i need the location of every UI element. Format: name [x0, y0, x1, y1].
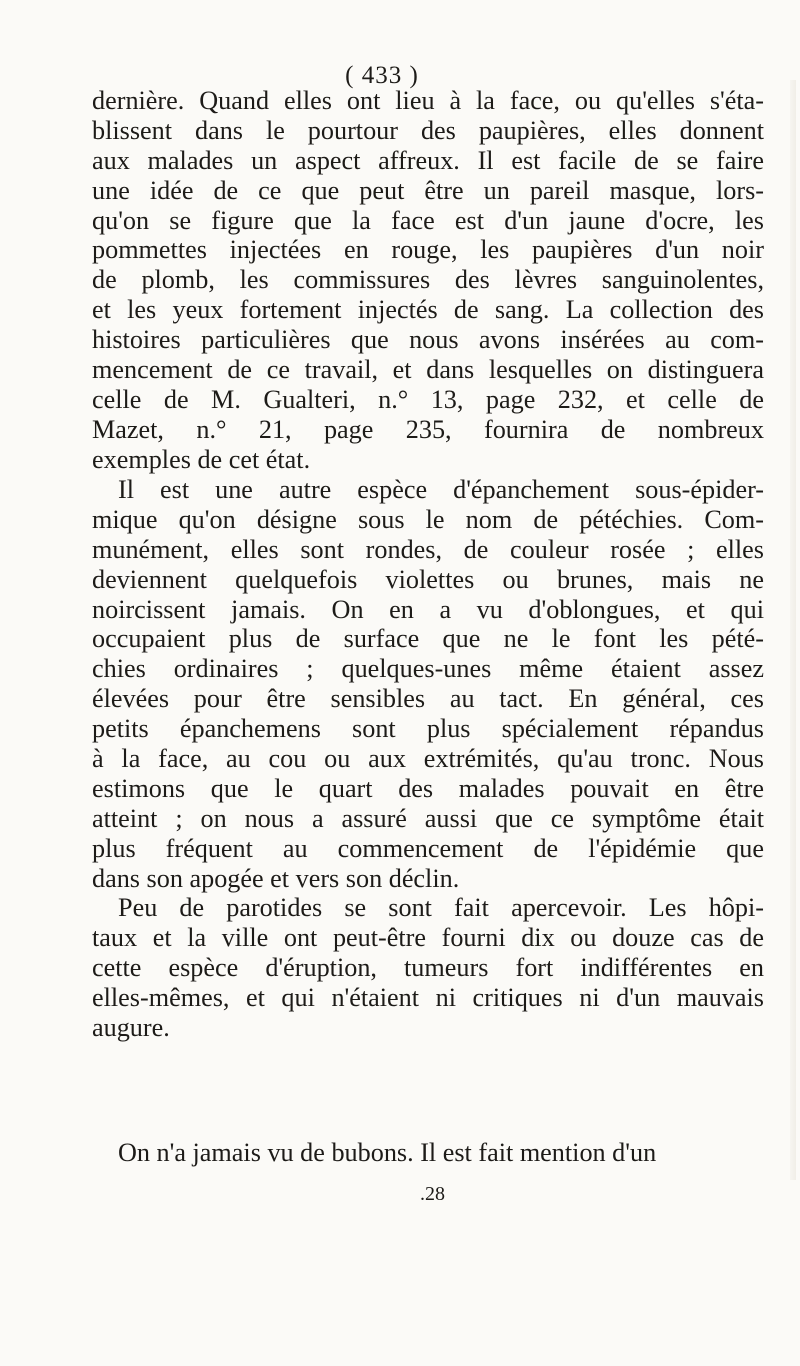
text-line: pommettes injectées en rouge, les paupières d'un noir: [92, 235, 764, 265]
text-line: exemples de cet état.: [92, 444, 311, 474]
text-line: blissent dans le pourtour des paupières, elles donnent: [92, 115, 764, 145]
text-line: augure.: [92, 1012, 170, 1042]
text-line: mencement de ce travail, et dans lesquelles on distinguera: [92, 355, 764, 385]
text-line: noircissent jamais. On en a vu d'oblongues, et qui: [92, 594, 764, 624]
text-line: Mazet, n.° 21, page 235, fournira de nombreux: [92, 414, 764, 444]
text-line: On n'a jamais vu de bubons. Il est fait mention d'un: [118, 1138, 657, 1167]
paragraph-3: [92, 893, 764, 1042]
text-line: atteint ; on nous a assuré aussi que ce symptôme était: [92, 803, 764, 833]
text-line: petits épanchemens sont plus spécialement répandus: [92, 714, 764, 744]
text-line: estimons que le quart des malades pouvait en être: [92, 773, 764, 803]
text-line: une idée de ce que peut être un pareil masque, lors-: [92, 175, 764, 205]
text-line: élevées pour être sensibles au tact. En général, ces: [92, 684, 764, 714]
text-line: Peu de parotides se sont fait apercevoir. Les hôpi-: [118, 893, 764, 922]
paragraph-2: [92, 475, 764, 893]
signature-mark: .28: [420, 1183, 445, 1205]
text-line: à la face, au cou ou aux extrémités, qu'au tronc. Nous: [92, 744, 764, 774]
text-line: cette espèce d'éruption, tumeurs fort indifférentes en: [92, 952, 764, 982]
paragraph-1: [92, 86, 764, 475]
text-line: munément, elles sont rondes, de couleur rosée ; elles: [92, 534, 764, 564]
text-line: dernière. Quand elles ont lieu à la face, ou qu'elles s'éta-: [92, 86, 764, 115]
text-line: celle de M. Gualteri, n.° 13, page 232, et celle de: [92, 384, 764, 414]
text-line: chies ordinaires ; quelques-unes même étaient assez: [92, 654, 764, 684]
text-line: qu'on se figure que la face est d'un jaune d'ocre, les: [92, 205, 764, 235]
paragraph-4: [92, 1138, 764, 1168]
text-line: taux et la ville ont peut-être fourni dix ou douze cas de: [92, 922, 764, 952]
text-line: deviennent quelquefois violettes ou brunes, mais ne: [92, 564, 764, 594]
text-line: et les yeux fortement injectés de sang. La collection des: [92, 295, 764, 325]
text-line: occupaient plus de surface que ne le font les pété-: [92, 624, 764, 654]
page-number-header: ( 433 ): [345, 62, 419, 89]
text-line: elles-mêmes, et qui n'étaient ni critiques ni d'un mauvais: [92, 982, 764, 1012]
page-edge-shadow: [790, 80, 796, 1180]
text-line: mique qu'on désigne sous le nom de pétéchies. Com-: [92, 504, 764, 534]
text-line: de plomb, les commissures des lèvres sanguinolentes,: [92, 265, 764, 295]
text-line: Il est une autre espèce d'épanchement sous-épider-: [118, 475, 764, 504]
text-line: aux malades un aspect affreux. Il est facile de se faire: [92, 145, 764, 175]
text-line: plus fréquent au commencement de l'épidémie que: [92, 833, 764, 863]
text-line: histoires particulières que nous avons insérées au com-: [92, 325, 764, 355]
text-line: dans son apogée et vers son déclin.: [92, 863, 460, 893]
